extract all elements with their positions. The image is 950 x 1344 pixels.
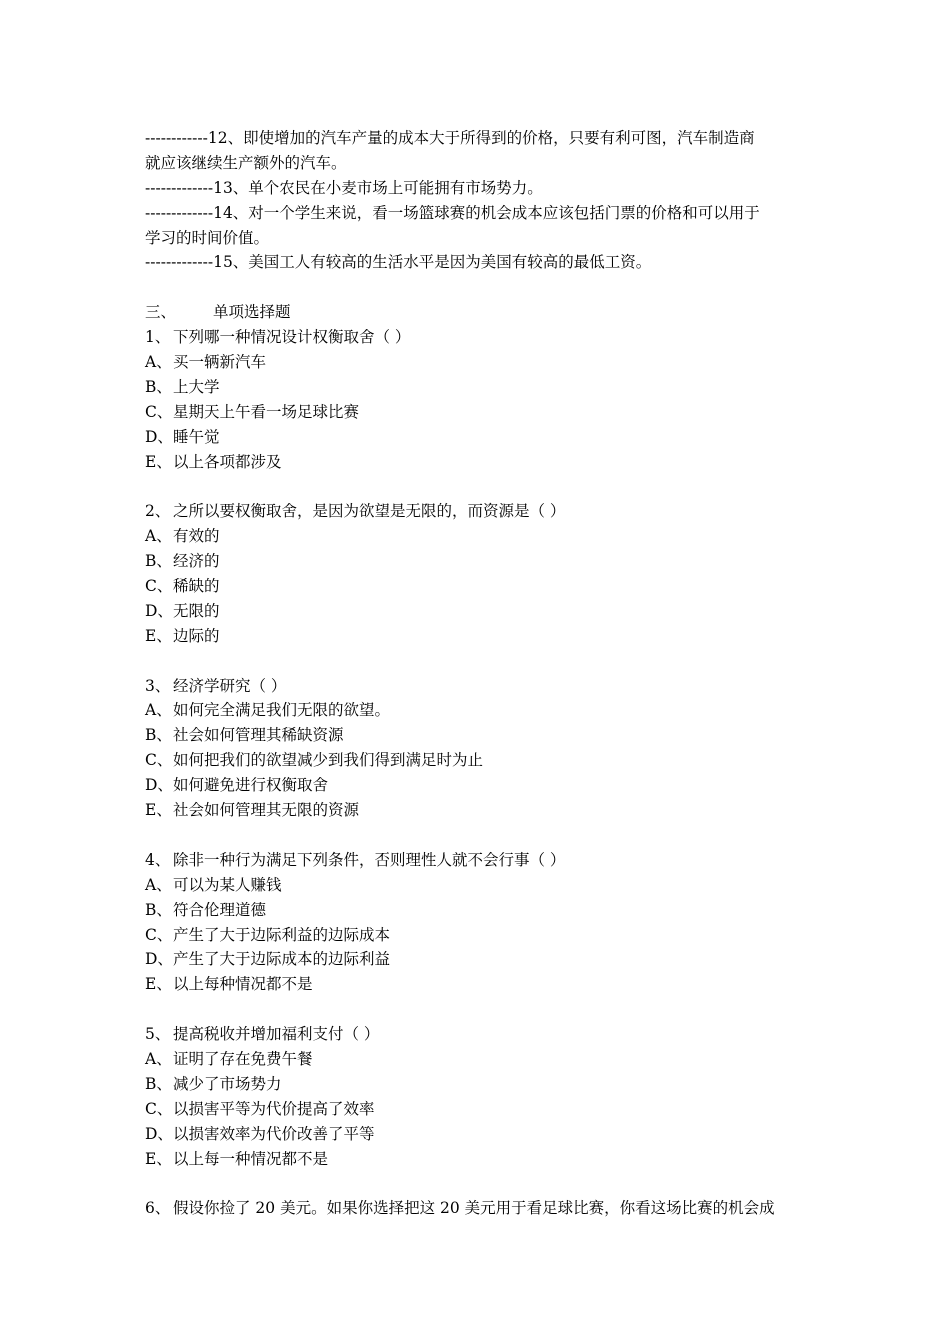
question-text: 除非一种行为满足下列条件，否则理性人就不会行事（ ） [173, 850, 566, 869]
option-letter: D、 [145, 950, 173, 969]
option-letter: A、 [145, 701, 172, 720]
question-stem [145, 325, 815, 350]
answer-option [145, 425, 815, 450]
answer-option [145, 524, 815, 549]
question-number: 6、 [145, 1199, 171, 1218]
answer-option [145, 450, 815, 475]
question-number: 5、 [145, 1025, 171, 1044]
option-letter: E、 [145, 801, 172, 820]
question-stem [145, 1196, 815, 1221]
tf-item-13 [145, 176, 815, 201]
answer-option [145, 1122, 815, 1147]
option-letter: A、 [145, 353, 172, 372]
true-false-list [145, 126, 815, 275]
question-3 [145, 674, 815, 823]
answer-option [145, 599, 815, 624]
tf-item-text: -------------15、美国工人有较高的生活水平是因为美国有较高的最低工资。 [145, 253, 652, 272]
option-letter: C、 [145, 402, 173, 421]
tf-item-12 [145, 126, 815, 176]
answer-option [145, 1147, 815, 1172]
answer-option [145, 549, 815, 574]
spacer [145, 823, 815, 848]
answer-option [145, 923, 815, 948]
answer-option [145, 400, 815, 425]
option-letter: C、 [145, 577, 173, 596]
option-letter: B、 [145, 377, 172, 396]
option-text: 证明了存在免费午餐 [173, 1049, 313, 1068]
option-text: 星期天上午看一场足球比赛 [173, 402, 360, 421]
question-stem [145, 848, 815, 873]
answer-option [145, 624, 815, 649]
spacer [145, 474, 815, 499]
option-text: 以上每种情况都不是 [173, 975, 313, 994]
answer-option [145, 898, 815, 923]
answer-option [145, 773, 815, 798]
question-text: 经济学研究（ ） [173, 676, 287, 695]
option-letter: A、 [145, 1049, 172, 1068]
spacer [145, 275, 815, 300]
tf-item-14 [145, 201, 815, 251]
tf-item-continuation: 学习的时间价值。 [145, 228, 270, 247]
answer-option [145, 1047, 815, 1072]
tf-item-text: -------------14、对一个学生来说，看一场篮球赛的机会成本应该包括门票的价格和可以用于 [145, 203, 760, 222]
question-number: 3、 [145, 676, 171, 695]
option-letter: E、 [145, 626, 172, 645]
option-letter: A、 [145, 875, 172, 894]
option-text: 以损害平等为代价提高了效率 [173, 1099, 375, 1118]
option-text: 经济的 [173, 552, 220, 571]
question-stem [145, 499, 815, 524]
answer-option [145, 1072, 815, 1097]
option-text: 如何把我们的欲望减少到我们得到满足时为止 [173, 751, 484, 770]
question-5 [145, 1022, 815, 1171]
answer-option [145, 698, 815, 723]
option-letter: C、 [145, 751, 173, 770]
option-text: 有效的 [173, 527, 220, 546]
option-text: 可以为某人赚钱 [173, 875, 282, 894]
answer-option [145, 798, 815, 823]
spacer [145, 1171, 815, 1196]
option-text: 以上每一种情况都不是 [173, 1149, 329, 1168]
tf-item-text: ------------12、即使增加的汽车产量的成本大于所得到的价格，只要有利可图，汽车制造商 [145, 129, 755, 147]
question-text: 提高税收并增加福利支付（ ） [173, 1025, 380, 1044]
section-title: 单项选择题 [213, 303, 291, 322]
answer-option [145, 574, 815, 599]
option-letter: E、 [145, 1149, 172, 1168]
option-letter: C、 [145, 1099, 173, 1118]
spacer [145, 997, 815, 1022]
answer-option [145, 748, 815, 773]
option-letter: A、 [145, 527, 172, 546]
answer-option [145, 723, 815, 748]
answer-option [145, 947, 815, 972]
option-letter: B、 [145, 726, 172, 745]
option-letter: D、 [145, 427, 173, 446]
option-text: 符合伦理道德 [173, 900, 267, 919]
option-letter: E、 [145, 452, 172, 471]
question-list [145, 325, 815, 1221]
option-text: 上大学 [173, 377, 220, 396]
option-text: 如何避免进行权衡取舍 [173, 776, 329, 795]
question-text: 之所以要权衡取舍，是因为欲望是无限的，而资源是（ ） [173, 502, 566, 521]
option-text: 睡午觉 [173, 427, 220, 446]
option-letter: B、 [145, 900, 172, 919]
question-4 [145, 848, 815, 997]
tf-item-15 [145, 250, 815, 275]
question-text: 假设你捡了 20 美元。如果你选择把这 20 美元用于看足球比赛，你看这场比赛的机会成 [173, 1199, 775, 1218]
question-6 [145, 1196, 815, 1221]
document-body [145, 126, 815, 1221]
option-text: 边际的 [173, 626, 220, 645]
option-letter: B、 [145, 1074, 172, 1093]
option-text: 社会如何管理其无限的资源 [173, 801, 360, 820]
question-2 [145, 499, 815, 648]
option-letter: D、 [145, 776, 173, 795]
question-stem [145, 674, 815, 699]
question-text: 下列哪一种情况设计权衡取舍（ ） [173, 328, 411, 347]
spacer [145, 649, 815, 674]
section-heading [145, 300, 815, 325]
question-number: 4、 [145, 850, 171, 869]
answer-option [145, 350, 815, 375]
option-letter: D、 [145, 601, 173, 620]
question-number: 1、 [145, 328, 171, 347]
section-number: 三、 [145, 303, 177, 322]
answer-option [145, 972, 815, 997]
tf-item-text: -------------13、单个农民在小麦市场上可能拥有市场势力。 [145, 178, 543, 197]
option-letter: D、 [145, 1124, 173, 1143]
option-text: 社会如何管理其稀缺资源 [173, 726, 344, 745]
question-1 [145, 325, 815, 474]
answer-option [145, 873, 815, 898]
question-stem [145, 1022, 815, 1047]
option-letter: C、 [145, 925, 173, 944]
option-text: 如何完全满足我们无限的欲望。 [173, 701, 391, 720]
answer-option [145, 375, 815, 400]
option-text: 买一辆新汽车 [173, 353, 267, 372]
tf-item-continuation: 就应该继续生产额外的汽车。 [145, 153, 347, 172]
option-text: 产生了大于边际利益的边际成本 [173, 925, 391, 944]
option-letter: E、 [145, 975, 172, 994]
option-text: 产生了大于边际成本的边际利益 [173, 950, 391, 969]
option-text: 减少了市场势力 [173, 1074, 282, 1093]
question-number: 2、 [145, 502, 171, 521]
option-text: 无限的 [173, 601, 220, 620]
option-text: 稀缺的 [173, 577, 220, 596]
answer-option [145, 1097, 815, 1122]
option-text: 以上各项都涉及 [173, 452, 282, 471]
option-text: 以损害效率为代价改善了平等 [173, 1124, 375, 1143]
option-letter: B、 [145, 552, 172, 571]
